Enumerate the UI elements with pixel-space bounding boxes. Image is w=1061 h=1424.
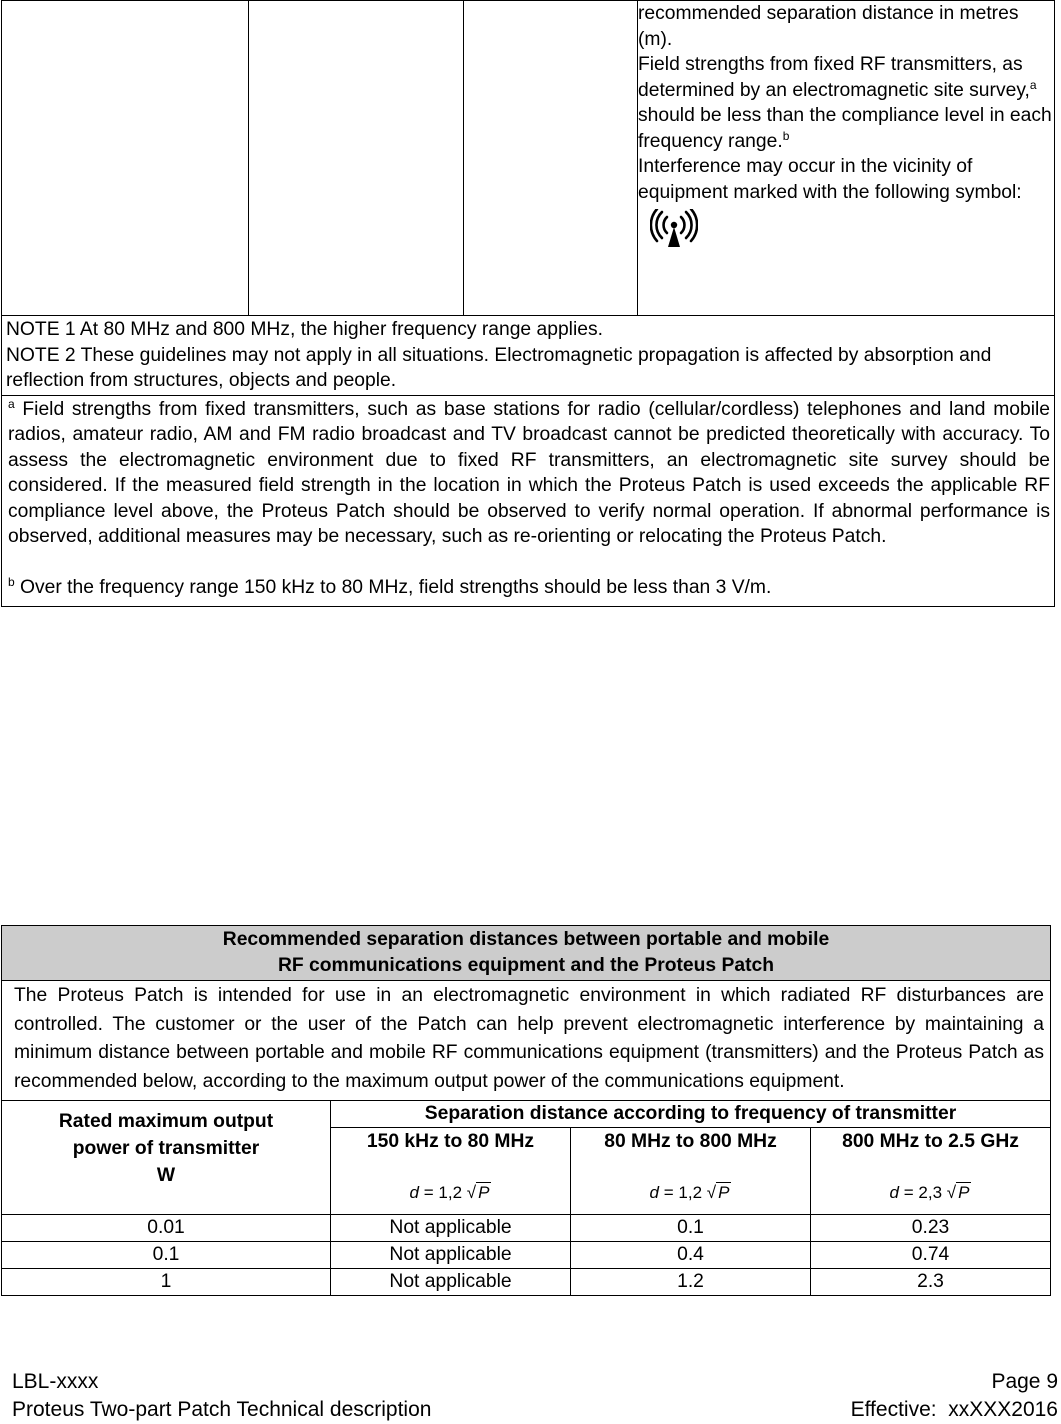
- distance-cell: 1.2: [571, 1269, 811, 1296]
- empty-cell: [249, 1, 464, 316]
- distance-cell: 0.23: [811, 1215, 1051, 1242]
- distance-cell: 0.4: [571, 1242, 811, 1269]
- footnote-a: $^a$ Field strengths from fixed transmitters, such as base stations for radio (cellular/cordless) telephones and land mobile radios, amateur radio, AM and FM radio broadcast and TV broadcast cannot be predicted theoretically with accuracy. To assess the electromagnetic environment due to fixed RF transmitters, an electromagnetic site survey should be considered. If the measured field strength in the location in which the Proteus Patch is used exceeds the applicable RF compliance level above, the Proteus Patch should be observed to verify normal operation. If abnormal performance is observed, additional measures may be necessary, such as re-orienting or relocating the Proteus Patch.: [8, 396, 1050, 547]
- band-header: [331, 1128, 571, 1215]
- table-row: [2, 1215, 1051, 1242]
- recommendation-text: recommended separation distance in metres (m).: [638, 3, 1019, 50]
- recommendation-cell: [638, 1, 1055, 316]
- rated-power-header: [2, 1101, 331, 1215]
- distance-cell: 0.74: [811, 1242, 1051, 1269]
- page-number: Page 9: [991, 1370, 1058, 1393]
- document-code: LBL-xxxx: [12, 1370, 99, 1393]
- band-formula: d = 2,3 √ P: [889, 1183, 970, 1202]
- recommendation-text: Field strengths from fixed RF transmitters, as determined by an electromagnetic site survey,$^a$ should be less than the compliance level in each frequency range.$^b$: [638, 54, 1052, 152]
- note-2: NOTE 2 These guidelines may not apply in all situations. Electromagnetic propagation is affected by absorption and reflection from structures, objects and people.: [6, 344, 992, 391]
- title-line: RF communications equipment and the Proteus Patch: [277, 954, 775, 976]
- band-label: 80 MHz to 800 MHz: [604, 1131, 777, 1152]
- footnotes-cell: [2, 395, 1055, 607]
- band-formula: d = 1,2 √ P: [409, 1183, 490, 1202]
- table-row: [2, 1, 1055, 316]
- power-cell: 0.01: [2, 1215, 331, 1242]
- document-title: Proteus Two-part Patch Technical description: [12, 1398, 432, 1421]
- empty-cell: [464, 1, 638, 316]
- distance-cell: Not applicable: [331, 1269, 571, 1296]
- band-header: [571, 1128, 811, 1215]
- distance-cell: Not applicable: [331, 1242, 571, 1269]
- table-row: [2, 395, 1055, 607]
- table-row: [2, 1269, 1051, 1296]
- separation-distance-table: [1, 925, 1051, 1296]
- title-line: Recommended separation distances between portable and mobile: [222, 929, 830, 950]
- emc-guidance-table-continued: [1, 0, 1055, 607]
- footnote-b: $^b$ Over the frequency range 150 kHz to 80 MHz, field strengths should be less than 3 V/m.: [8, 574, 772, 598]
- band-header: [811, 1128, 1051, 1215]
- header-line: Rated maximum output: [58, 1111, 274, 1132]
- power-cell: 0.1: [2, 1242, 331, 1269]
- distance-cell: 0.1: [571, 1215, 811, 1242]
- table-row: [2, 1242, 1051, 1269]
- intro-cell: [2, 981, 1051, 1101]
- band-label: 800 MHz to 2.5 GHz: [842, 1131, 1019, 1152]
- distance-cell: 2.3: [811, 1269, 1051, 1296]
- table-row: [2, 316, 1055, 396]
- intro-text: The Proteus Patch is intended for use in an electromagnetic environment in which radiated RF disturbances are controlled. The customer or the user of the Patch can help prevent electromagnetic interference by maintaining a minimum distance between portable and mobile RF communications equipment (transmitters) and the Proteus Patch as recommended below, according to the maximum output power of the communications equipment.: [14, 985, 1044, 1092]
- separation-header: Separation distance according to frequency of transmitter: [331, 1101, 1051, 1128]
- recommendation-text: Interference may occur in the vicinity of equipment marked with the following symbol:: [638, 156, 1022, 203]
- note-1: NOTE 1 At 80 MHz and 800 MHz, the higher frequency range applies.: [6, 319, 603, 340]
- header-line: W: [156, 1165, 176, 1186]
- empty-cell: [2, 1, 249, 316]
- header-line: power of transmitter: [72, 1138, 260, 1159]
- notes-cell: [2, 316, 1055, 396]
- table-title: [2, 926, 1051, 981]
- power-cell: 1: [2, 1269, 331, 1296]
- non-ionizing-radiation-icon: [650, 209, 698, 249]
- distance-cell: Not applicable: [331, 1215, 571, 1242]
- effective-date: Effective: xxXXX2016: [850, 1398, 1058, 1421]
- band-label: 150 kHz to 80 MHz: [366, 1131, 535, 1152]
- band-formula: d = 1,2 √ P: [649, 1183, 730, 1202]
